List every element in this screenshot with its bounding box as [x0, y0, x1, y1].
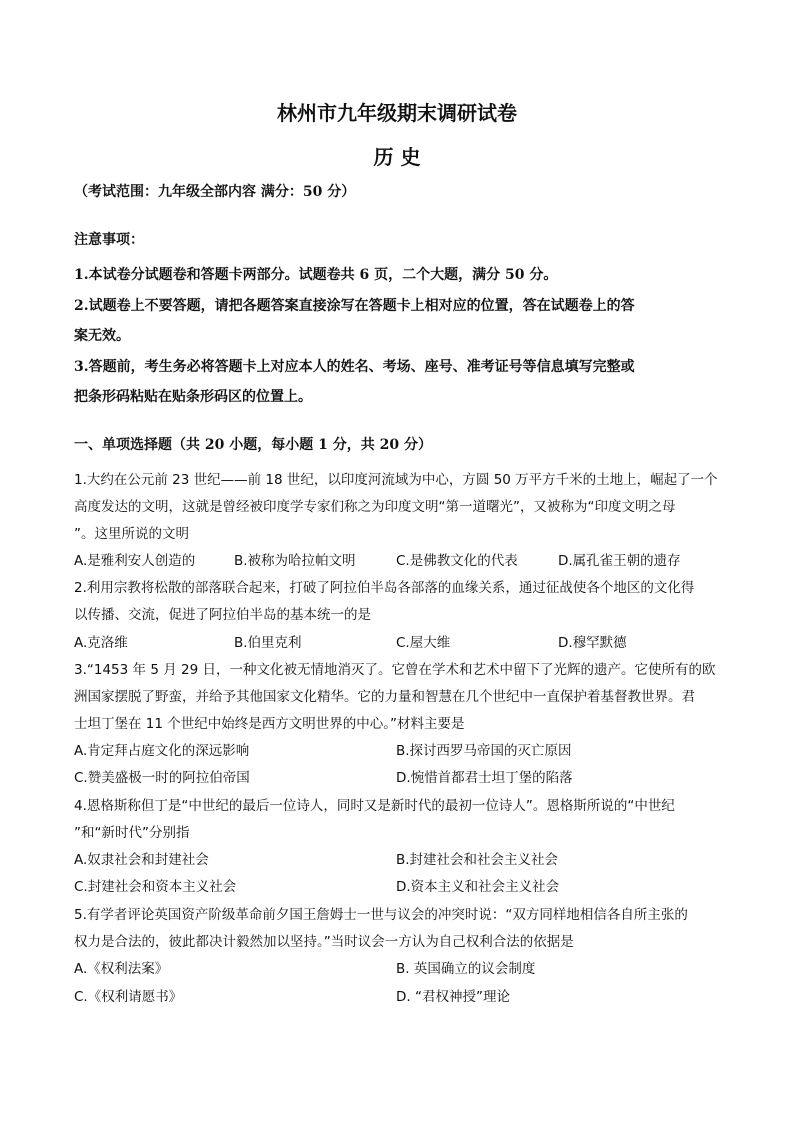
option-d: D. “君权神授”理论 — [396, 989, 510, 1005]
exam-title: 林州市九年级期末调研试卷 — [277, 101, 517, 125]
notice-line: 2.试题卷上不要答题，请把各题答案直接涂写在答题卡上相对应的位置，答在试题卷上的答 — [74, 298, 635, 314]
option-c: C.赞美盛极一时的阿拉伯帝国 — [74, 770, 250, 786]
option-b: B.探讨西罗马帝国的灭亡原因 — [396, 743, 572, 759]
question-text: 洲国家摆脱了野蛮，并给予其他国家文化精华。它的力量和智慧在几个世纪中一直保护着基督教世界。君 — [74, 689, 695, 705]
question-text: ”。这里所说的文明 — [74, 526, 189, 542]
option-d: D.属孔雀王朝的遗存 — [558, 553, 681, 569]
option-b: B.被称为哈拉帕文明 — [234, 553, 356, 569]
notice-line: 1.本试卷分试题卷和答题卡两部分。试题卷共 6 页，二个大题，满分 50 分。 — [74, 267, 558, 283]
option-c: C.屋大维 — [396, 635, 451, 651]
notice-heading: 注意事项： — [74, 232, 144, 248]
option-a: A.《权利法案》 — [74, 961, 169, 977]
option-a: A.克洛维 — [74, 635, 128, 651]
question-text: 2.利用宗教将松散的部落联合起来，打破了阿拉伯半岛各部落的血缘关系，通过征战使各个地区的文化得 — [74, 580, 695, 596]
option-a: A.肯定拜占庭文化的深远影响 — [74, 743, 250, 759]
option-a: A.奴隶社会和封建社会 — [74, 852, 209, 868]
notice-line: 把条形码粘贴在贴条形码区的位置上。 — [74, 389, 312, 405]
question-text: 4.恩格斯称但丁是“中世纪的最后一位诗人，同时又是新时代的最初一位诗人”。恩格斯所说的“中世纪 — [74, 798, 675, 814]
question-text: 高度发达的文明，这就是曾经被印度学专家们称之为印度文明“第一道曙光”，又被称为“印度文明之母 — [74, 499, 676, 515]
section-heading: 一、单项选择题（共 20 小题，每小题 1 分，共 20 分） — [74, 437, 432, 453]
option-c: C.封建社会和资本主义社会 — [74, 879, 237, 895]
question-text: 士坦丁堡在 11 个世纪中始终是西方文明世界的中心。”材料主要是 — [74, 716, 465, 732]
question-text: 权力是合法的，彼此都决计毅然加以坚持。”当时议会一方认为自己权利合法的依据是 — [74, 934, 574, 950]
option-c: C.《权利请愿书》 — [74, 989, 183, 1005]
notice-line: 3.答题前，考生务必将答题卡上对应本人的姓名、考场、座号、准考证号等信息填写完整或 — [74, 359, 635, 375]
question-text: 3.“1453 年 5 月 29 日，一种文化被无情地消灭了。它曾在学术和艺术中留下了光辉的遗产。它使所有的欧 — [74, 662, 716, 678]
option-d: D.资本主义和社会主义社会 — [396, 879, 560, 895]
option-c: C.是佛教文化的代表 — [396, 553, 518, 569]
question-text: 5.有学者评论英国资产阶级革命前夕国王詹姆士一世与议会的冲突时说：“双方同样地相信各自所主张的 — [74, 907, 688, 923]
option-b: B.封建社会和社会主义社会 — [396, 852, 559, 868]
subject-title: 历 史 — [373, 145, 421, 169]
option-b: B.伯里克利 — [234, 635, 302, 651]
question-text: ”和“新时代”分别指 — [74, 825, 190, 841]
question-text: 1.大约在公元前 23 世纪——前 18 世纪，以印度河流域为中心，方圆 50 万平方千米的土地上，崛起了一个 — [74, 472, 718, 488]
exam-scope: （考试范围：九年级全部内容 满分：50 分） — [74, 184, 356, 200]
option-d: D.穆罕默德 — [558, 635, 627, 651]
question-text: 以传播、交流，促进了阿拉伯半岛的基本统一的是 — [74, 607, 371, 623]
option-a: A.是雅利安人创造的 — [74, 553, 196, 569]
option-b: B. 英国确立的议会制度 — [396, 961, 536, 977]
notice-line: 案无效。 — [74, 328, 130, 344]
option-d: D.惋惜首都君士坦丁堡的陷落 — [396, 770, 573, 786]
